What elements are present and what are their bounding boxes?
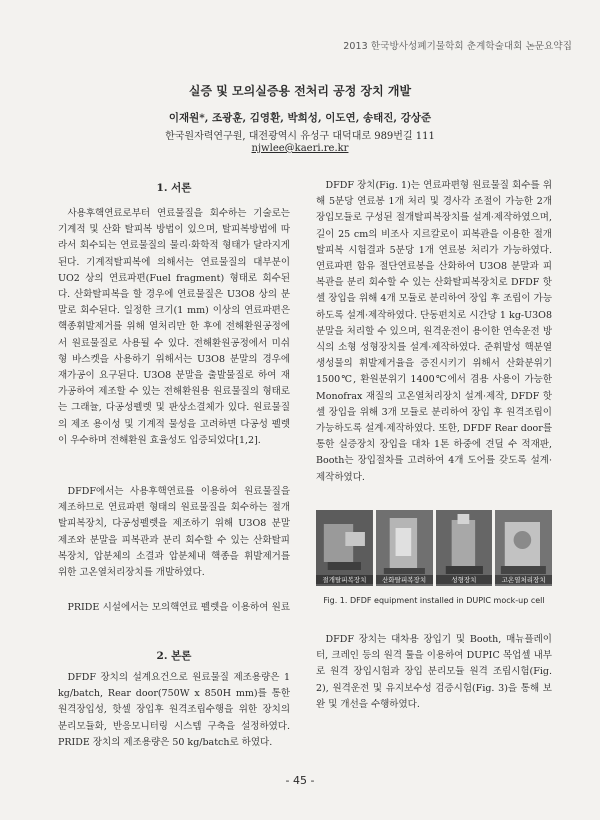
intro-paragraph-1: 사용후핵연료로부터 연료물질을 회수하는 기술로는 기계적 및 산화 탈피복 방법이 있으며, 탈피복방법에 따라서 회수되는 연료물질의 물리·화학적 형태가 달라지게 된다. 기계적탈피복에 의해서는 연료물질의 대부분이 UO2 상의 연료파편(Fuel fragment) 형태로 회수된다. 산화탈피복을 할 경우에 연료물질은 U3O8 상의 분말로 회수된다. 일정한 크기(1 mm) 이상의 연료파편은 핵종휘발제거를 위해 열처리만 한 후에 전해환원공정에서 원료물질로 사용될 수 있다. 전해환원공정에서 미쉬형 바스켓을 사용하기 위해서는 U3O8 분말의 경우에 재가공이 요구된다. U3O8 분말을 출발물질로 하여 재가공하여 제조할 수 있는 전해환원용 원료물질의 형태로는 그래뉼, 다공성펠렛 및 판상소결체가 있다. 원료물질의 제조 용이성 및 기계적 물성을 고려하면 다공성 펠렛이 우수하며 전해환원 효율성도 입증되었다[1,2]. <box>58 208 290 446</box>
section-heading-body: 2. 본론 <box>156 650 192 662</box>
intro-paragraph-2: DFDF에서는 사용후핵연료를 이용하여 원료물질을 제조하므로 연료파편 형태의 원료물질을 회수하는 절개탈피복장치, 다공성펠렛을 제조하기 위해 U3O8 분말 제조와 분말을 피복관과 분리 회수할 수 있는 산화탈피복장치, 압분체의 소결과 압분체내 핵종을 휘발제거를 위한 고온열처리장치를 개발하였다. <box>58 486 290 579</box>
photo-heat-treatment-device: 고온열처리장치 <box>495 510 552 586</box>
affiliation: 한국원자력연구원, 대전광역시 유성구 대덕대로 989번길 111 <box>165 131 435 142</box>
body-paragraph-1: DFDF 장치의 설계요건으로 원료물질 제조용량은 1 kg/batch, Rear door(750W x 850H mm)를 통한 원격장입성, 핫셀 장입후 원격조립수행을 위한 장치의 분리모듈화, 반응모니터링 시스템 구축을 설정하였다. PRIDE 장치의 제조용량은 50 kg/batch로 하였다. <box>58 672 290 748</box>
figure-1-caption: Fig. 1. DFDF equipment installed in DUPIC mock-up cell <box>323 596 545 605</box>
author-email: njwlee@kaeri.re.kr <box>251 143 349 154</box>
author-list: 이재원*, 조광훈, 김영환, 박희성, 이도연, 송태진, 강상준 <box>168 112 432 124</box>
paper-title: 실증 및 모의실증용 전처리 공정 장치 개발 <box>188 84 412 98</box>
page-number: - 45 - <box>285 774 315 787</box>
photo-oxidation-device: 산화탈피복장치 <box>376 510 433 586</box>
photo-forming-device: 성형장치 <box>436 510 493 586</box>
section-heading-intro: 1. 서론 <box>156 182 192 194</box>
running-header: 2013 한국방사성폐기물학회 춘계학술대회 논문요약집 <box>343 41 572 52</box>
right-paragraph-1: DFDF 장치(Fig. 1)는 연료파편형 원료물질 회수를 위해 5분당 연료봉 1개 처리 및 경사각 조절이 가능한 2개 장입모듈로 구성된 절개탈피복장치를 설계·제작하였으며, 길이 25 cm의 비조사 지르칼로이 피복관을 이용한 절개탈피복 시험결과 5분당 1개 연료봉 처리가 가능하였다. 연료파편 함유 절단연료봉을 산화하여 U3O8 분말과 피복관을 분리 회수할 수 있는 산화탈피복장치로 DFDF 핫셀 장입을 위해 4개 모듈로 분리하여 장입 후 조립이 가능하도록 설계·제작하였다. 단동펀치로 시간당 1 kg-U3O8 분말을 처리할 수 있으며, 원격운전이 용이한 연속운전 방식의 소형 성형장치를 설계·제작하였다. 준휘발성 핵분열생성물의 휘발제거율을 증진시키기 위해서 산화분위기 1500℃, 환원분위기 1400℃에서 겸용 사용이 가능한 Monofrax 재질의 고온열처리장치 설계·제작, DFDF 핫셀 장입을 위해 3개 모듈로 분리하여 장입 후 원격조립이 가능하도록 설계·제작하였다. 또한, DFDF Rear door를 통한 실증장치 장입을 대차 1톤 하중에 견딜 수 적재판, Booth는 장입절차를 고려하여 4개 도어를 갖도록 설계·제작하였다. <box>316 180 552 483</box>
photo-decladding-device: 절개탈피복장치 <box>316 510 373 586</box>
right-paragraph-2: DFDF 장치는 대차용 장입기 및 Booth, 매뉴플레이터, 크레인 등의 원격 툴을 이용하여 DUPIC 목업셀 내부로 원격 장입시험과 장입 분리모듈 원격 조립시험(Fig. 2), 원격운전 및 유지보수성 검증시험(Fig. 3)을 통해 보완 및 개선을 수행하였다. <box>316 634 552 710</box>
intro-paragraph-3: PRIDE 시설에서는 모의핵연료 펠렛을 이용하여 원료 <box>67 602 290 613</box>
figure-1-photos <box>316 510 552 586</box>
